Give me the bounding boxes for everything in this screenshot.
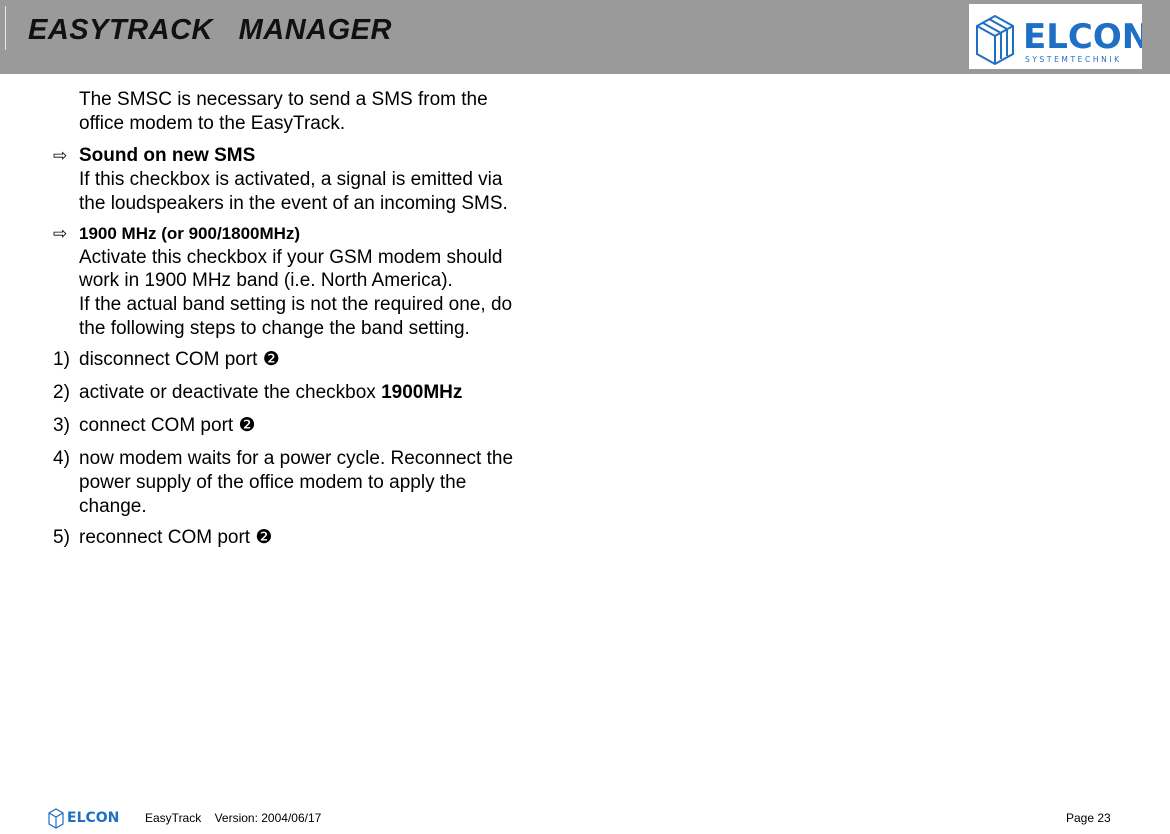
step-number: 3)	[53, 415, 70, 436]
page-title: EASYTRACK MANAGER	[28, 14, 392, 46]
arrow-icon: ⇨	[53, 146, 68, 165]
step-number: 2)	[53, 382, 70, 403]
footer-logo-graphic	[46, 805, 124, 829]
step-text: connect COM port ❷	[79, 415, 256, 436]
step-number: 1)	[53, 349, 70, 370]
intro-line: The SMSC is necessary to send a SMS from the	[79, 89, 488, 110]
step-text-regular: activate or deactivate the checkbox	[79, 382, 382, 403]
step-text: power supply of the office modem to apply the	[79, 472, 467, 493]
page-header	[0, 0, 1170, 74]
item-line: the loudspeakers in the event of an incoming SMS.	[79, 193, 508, 214]
step-text: reconnect COM port ❷	[79, 527, 273, 548]
item-line: work in 1900 MHz band (i.e. North America).	[79, 270, 453, 291]
header-divider	[5, 6, 6, 50]
arrow-icon: ⇨	[53, 224, 68, 243]
elcon-logo-graphic	[969, 4, 1142, 69]
step-text: change.	[79, 496, 147, 517]
item-line: Activate this checkbox if your GSM modem should	[79, 247, 503, 268]
intro-line: office modem to the EasyTrack.	[79, 113, 346, 134]
elcon-logo	[969, 4, 1142, 69]
footer-logo-wordmark: ELCON	[67, 810, 120, 826]
step-text: now modem waits for a power cycle. Reconnect the	[79, 448, 514, 469]
step-text: disconnect COM port ❷	[79, 349, 280, 370]
step-number: 4)	[53, 448, 70, 469]
item-heading: Sound on new SMS	[79, 145, 256, 166]
logo-subtext: SYSTEMTECHNIK	[1025, 55, 1122, 64]
item-line: If this checkbox is activated, a signal is emitted via	[79, 169, 503, 190]
item-line: the following steps to change the band setting.	[79, 318, 470, 339]
step-text-bold: 1900MHz	[381, 382, 463, 403]
footer-version: EasyTrack Version: 2004/06/17	[145, 811, 322, 825]
step-number: 5)	[53, 527, 70, 548]
page-number: Page 23	[1066, 811, 1111, 825]
footer-logo	[46, 805, 124, 829]
item-heading: 1900 MHz (or 900/1800MHz)	[79, 224, 301, 243]
step-text	[79, 381, 462, 404]
item-line: If the actual band setting is not the required one, do	[79, 294, 513, 315]
logo-wordmark: ELCON	[1023, 17, 1142, 57]
